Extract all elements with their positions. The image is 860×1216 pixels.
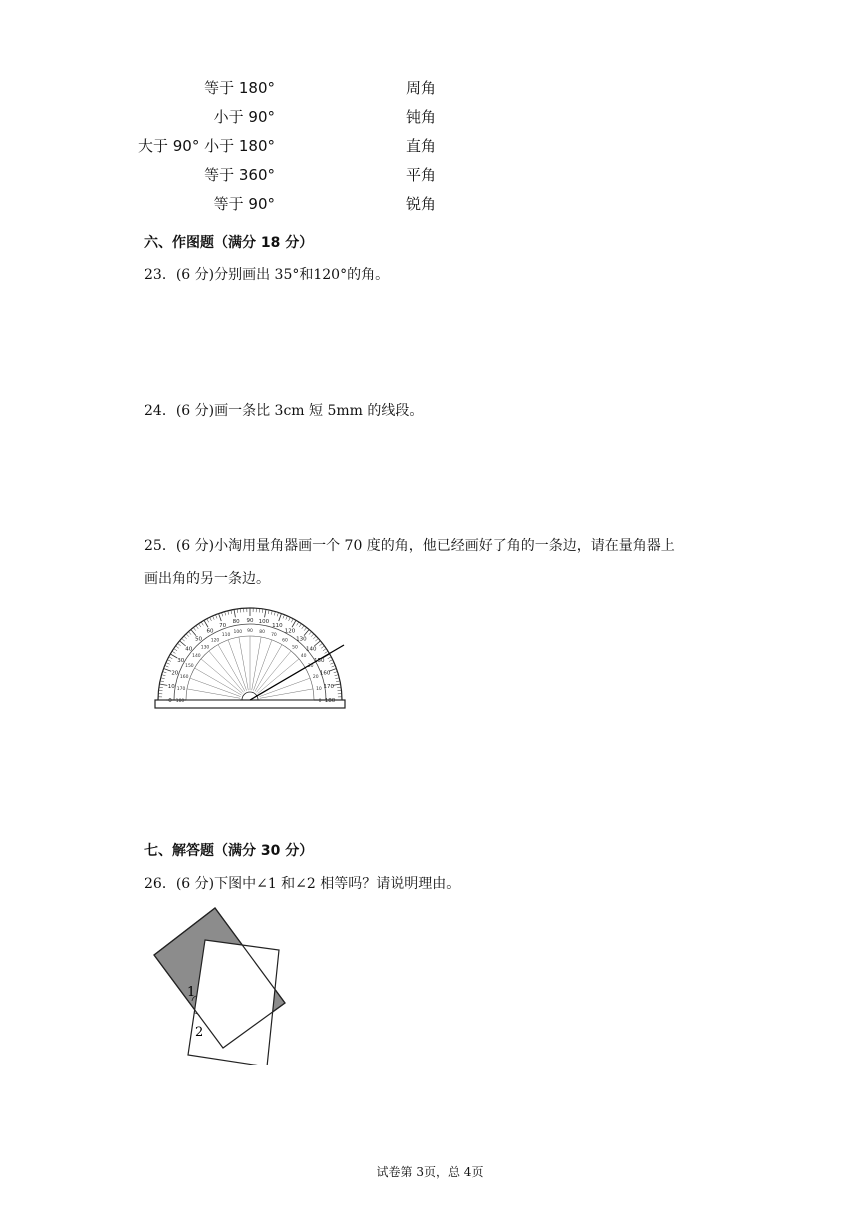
match-left-item: 等于 90°: [213, 195, 275, 213]
match-right-item: 锐角: [406, 195, 437, 213]
page-footer: 试卷第 3页，总 4页: [376, 1165, 484, 1179]
protractor-outer-label: 160: [319, 670, 331, 677]
protractor-outer-label: 40: [185, 646, 193, 653]
protractor-outer-label: 30: [177, 658, 185, 664]
protractor-inner-label: 50: [292, 645, 298, 651]
section-title-solving: 七、解答题（满分 30 分）: [144, 843, 314, 859]
question-23: 23．(6 分)分别画出 35°和120°的角。: [144, 267, 390, 283]
protractor-outer-label: 150: [314, 658, 325, 664]
protractor-inner-label: 70: [271, 633, 277, 639]
question-25-line1: 25．(6 分)小淘用量角器画一个 70 度的角，他已经画好了角的一条边，请在量角器上: [144, 538, 675, 554]
match-right-item: 直角: [406, 137, 437, 155]
protractor-inner-label: 180: [175, 699, 185, 704]
protractor-outer-label: 60: [206, 628, 214, 635]
protractor-inner-label: 170: [176, 686, 186, 692]
match-left-item: 等于 360°: [204, 166, 275, 184]
match-left-item: 等于 180°: [204, 79, 275, 97]
overlapping-rectangles-figure: [150, 905, 295, 1065]
question-24: 24．(6 分)画一条比 3cm 短 5mm 的线段。: [144, 403, 424, 419]
protractor-outer-label: 10: [167, 684, 175, 691]
angle-2-label: 2: [195, 1025, 204, 1040]
protractor-inner-label: 0: [318, 699, 322, 704]
section-title-drawing: 六、作图题（满分 18 分）: [144, 235, 314, 251]
protractor-inner-label: 140: [192, 654, 201, 660]
protractor-outer-label: 20: [171, 670, 179, 677]
question-26: 26．(6 分)下图中∠1 和∠2 相等吗？请说明理由。: [144, 876, 461, 892]
match-right-item: 钝角: [406, 108, 437, 126]
protractor-inner-label: 60: [282, 638, 288, 644]
white-rectangle: [188, 940, 279, 1065]
protractor-inner-label: 160: [179, 675, 189, 681]
protractor-inner-label: 90: [247, 629, 253, 634]
protractor-inner-label: 110: [221, 633, 231, 639]
match-right-item: 周角: [406, 79, 437, 97]
protractor-outer-label: 80: [232, 619, 240, 626]
protractor-inner-label: 80: [259, 630, 266, 636]
protractor-outer-label: 90: [246, 618, 254, 624]
protractor-inner-label: 120: [210, 638, 220, 644]
protractor-outer-label: 70: [219, 622, 227, 629]
protractor-inner-label: 40: [300, 654, 307, 660]
protractor-inner-label: 10: [316, 686, 322, 692]
match-left-item: 小于 90°: [213, 108, 275, 126]
angle-1-label: 1: [187, 985, 196, 1000]
protractor-figure: [150, 605, 350, 715]
protractor-inner-label: 150: [185, 664, 194, 669]
protractor-inner-label: 100: [233, 630, 243, 636]
protractor-outer-label: 100: [258, 619, 270, 626]
protractor-inner-label: 20: [312, 675, 319, 681]
protractor-outer-label: 130: [296, 636, 307, 643]
match-left-item: 大于 90° 小于 180°: [137, 137, 275, 155]
protractor-outer-label: 0: [168, 698, 172, 704]
protractor-outer-label: 170: [323, 684, 335, 691]
protractor-outer-label: 120: [284, 628, 296, 635]
match-right-item: 平角: [406, 166, 437, 184]
protractor-outer-label: 50: [195, 636, 203, 643]
protractor-outer-label: 110: [272, 622, 283, 629]
protractor-inner-label: 30: [307, 664, 314, 669]
protractor-outer-label: 180: [324, 698, 336, 704]
protractor-outer-label: 140: [306, 646, 317, 653]
question-25-line2: 画出角的另一条边。: [144, 571, 270, 587]
protractor-inner-label: 130: [200, 645, 210, 651]
